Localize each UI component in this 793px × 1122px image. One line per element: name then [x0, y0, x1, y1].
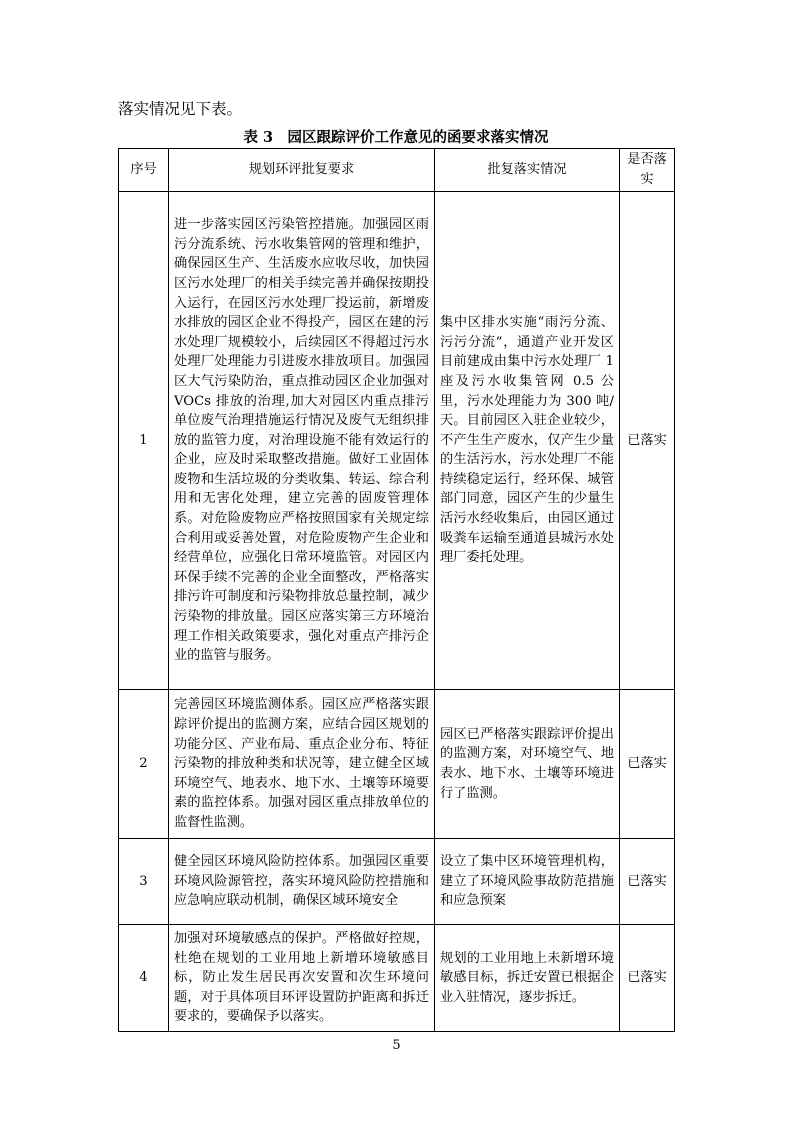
row-implementation: 设立了集中区环境管理机构，建立了环境风险事故防范措施和应急预案 — [435, 839, 620, 925]
table-row — [119, 839, 675, 925]
row-requirement: 完善园区环境监测体系。园区应严格落实跟踪评价提出的监测方案，应结合园区规划的功能分区、产业布局、重点企业分布、特征污染物的排放种类和状况等，建立健全区域环境空气、地表水、地下水、土壤等环境要素的监控体系。加强对园区重点排放单位的监督性监测。 — [169, 690, 435, 839]
page-number: 5 — [392, 1038, 401, 1053]
row-status: 已落实 — [620, 690, 675, 839]
row-no: 1 — [119, 192, 169, 690]
table-row — [119, 690, 675, 839]
row-requirement: 加强对环境敏感点的保护。严格做好控规，杜绝在规划的工业用地上新增环境敏感目标，防止发生居民再次安置和次生环境问题，对于具体项目环评设置防护距离和拆迁要求的，要确保予以落实。 — [169, 925, 435, 1032]
row-implementation: 园区已严格落实跟踪评价提出的监测方案，对环境空气、地表水、地下水、土壤等环境进行了监测。 — [435, 690, 620, 839]
header-no: 序号 — [119, 149, 169, 192]
table-row — [119, 925, 675, 1032]
row-status: 已落实 — [620, 925, 675, 1032]
row-status: 已落实 — [620, 192, 675, 690]
header-status: 是否落实 — [620, 149, 675, 192]
row-no: 4 — [119, 925, 169, 1032]
row-implementation: 规划的工业用地上未新增环境敏感目标，拆迁安置已根据企业入驻情况，逐步拆迁。 — [435, 925, 620, 1032]
intro-text: 落实情况见下表。 — [118, 100, 243, 118]
header-requirement: 规划环评批复要求 — [169, 149, 435, 192]
requirements-table — [118, 148, 675, 1032]
row-requirement: 进一步落实园区污染管控措施。加强园区雨污分流系统、污水收集管网的管理和维护，确保园区生产、生活废水应收尽收，加快园区污水处理厂的相关手续完善并确保按期投入运行，在园区污水处理厂投运前，新增废水排放的园区企业不得投产，园区在建的污水处理厂规模较小，后续园区不得超过污水处理厂处理能力引进废水排放项目。加强园区大气污染防治，重点推动园区企业加强对 VOCs 排放的治理,加大对园区内重点排污单位废气治理措施运行情况及废气无组织排放的监管力度，对治理设施不能有效运行的企业，应及时采取整改措施。做好工业固体废物和生活垃圾的分类收集、转运、综合利用和无害化处理，建立完善的固废管理体系。对危险废物应严格按照国家有关规定综合利用或妥善处置，对危险废物产生企业和经营单位，应强化日常环境监管。对园区内环保手续不完善的企业全面整改，严格落实排污许可制度和污染物排放总量控制，减少污染物的排放量。园区应落实第三方环境治理工作相关政策要求，强化对重点产排污企业的监管与服务。 — [169, 192, 435, 690]
table-row — [119, 192, 675, 690]
row-implementation: 集中区排水实施“雨污分流、污污分流”，通道产业开发区目前建成由集中污水处理厂 1 座及污水收集管网 0.5 公里，污水处理能力为 300 吨/天。目前园区入驻企业较少，不产生生产废水，仅产生少量的生活污水，污水处理厂不能持续稳定运行，经环保、城管部门同意，园区产生的少量生活污水经收集后，由园区通过吸粪车运输至通道县城污水处理厂委托处理。 — [435, 192, 620, 690]
row-no: 3 — [119, 839, 169, 925]
row-status: 已落实 — [620, 839, 675, 925]
table-caption: 表 3 园区跟踪评价工作意见的函要求落实情况 — [243, 129, 549, 146]
table-header-row — [119, 149, 675, 192]
row-requirement: 健全园区环境风险防控体系。加强园区重要环境风险源管控，落实环境风险防控措施和应急响应联动机制，确保区域环境安全 — [169, 839, 435, 925]
header-implementation: 批复落实情况 — [435, 149, 620, 192]
row-no: 2 — [119, 690, 169, 839]
